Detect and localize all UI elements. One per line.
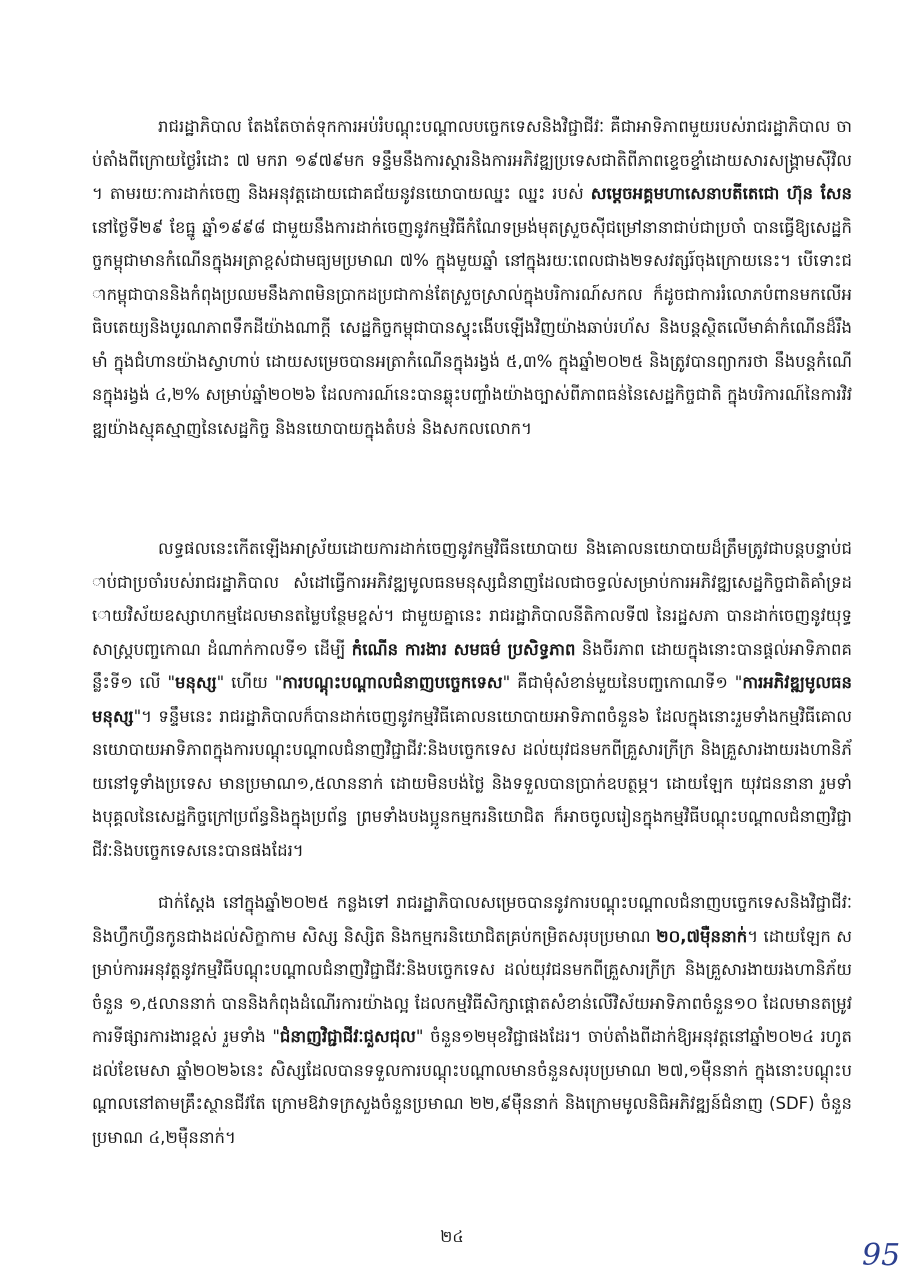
bold-text-run: ជំនាញវិជ្ជាជីវៈជួសជុល	[279, 1027, 416, 1046]
text-run: " ហើយ "	[216, 673, 283, 692]
bold-text-run: កំណើន ការងារ សមធម៌ ប្រសិទ្ធភាព	[351, 639, 576, 659]
text-run: ជាក់ស្តែង នៅក្នុងឆ្នាំ២០២៥ កន្លងទៅ រាជរដ្ឋាភិបាលសម្រេចបាននូវការបណ្តុះបណ្តាលជំនាញបច្ចេកទេសនិងវិជ្ជាជីវៈ និងហ្វឹកហ្វឺនកូនជាងដល់សិក្ខាកាម សិស្ស និស្សិត និងកម្មករនិយោជិតគ្រប់កម្រិតសរុបប្រមាណ	[92, 893, 852, 946]
bold-text-run: មនុស្ស	[175, 673, 217, 692]
handwritten-page-mark: 95	[862, 1238, 901, 1273]
bold-text-run: ការអភិវឌ្ឍមូលធនមនុស្ស	[92, 673, 852, 726]
page-number: ២៤	[440, 1227, 464, 1246]
paragraph	[92, 886, 852, 1154]
text-run: " ចំនួន១២មុខវិជ្ជាផងដែរ។ ចាប់តាំងពីដាក់ឱ្យអនុវត្តនៅឆ្នាំ២០២៤ រហូតដល់ខែមេសា ឆ្នាំ២០២៦នេះ សិស្សដែលបានទទួលការបណ្តុះបណ្តាលមានចំនួនសរុបប្រមាណ ២៧,១ម៉ឺននាក់ ក្នុងនោះបណ្តុះបណ្តាលនៅតាមគ្រឹះស្ថានជីវតែ ក្រោមឱវាទក្រសួងចំនួនប្រមាណ ២២,៩ម៉ឺននាក់ និងក្រោមមូលនិធិអភិវឌ្ឍន៍ជំនាញ (SDF) ចំនួនប្រមាណ ៤,២ម៉ឺននាក់។	[92, 1027, 852, 1147]
paragraph	[92, 110, 852, 445]
text-run: រាជរដ្ឋាភិបាល តែងតែចាត់ទុកការអប់រំបណ្តុះបណ្តាលបច្ចេកទេសនិងវិជ្ជាជីវៈ គឺជាអាទិភាពមួយរបស់រាជរដ្ឋាភិបាល ចាប់តាំងពីក្រោយថ្ងៃរំដោះ ៧ មករា ១៩៧៩មក ទន្ទឹមនឹងការស្តារនិងការអភិវឌ្ឍប្រទេសជាតិពីភាពខ្ទេចខ្ទាំដោយសារសង្គ្រាមស៊ីវិល។ តាមរយៈការដាក់ចេញ និងអនុវត្តដោយជោគជ័យនូវនយោបាយឈ្នះ ឈ្នះ របស់	[92, 117, 852, 203]
text-run: " គឺជាមុំសំខាន់មួយនៃបញ្ចកោណទី១ "	[502, 673, 743, 692]
paragraph	[92, 532, 852, 867]
text-run: និងចីរភាព ដោយក្នុងនោះបានផ្តល់អាទិភាពគន្លឹះទី១ លើ "	[92, 639, 852, 692]
text-run: ។ ដោយឡែក សម្រាប់ការអនុវត្តនូវកម្មវិធីបណ្តុះបណ្តាលជំនាញវិជ្ជាជីវៈនិងបច្ចេកទេស ដល់យុវជនមកពីគ្រួសារក្រីក្រ និងគ្រួសារងាយរងហានិភ័យចំនួន ១,៥លាននាក់ បាននិងកំពុងដំណើរការយ៉ាងល្អ ដែលកម្មវិធីសិក្សាផ្តោតសំខាន់លើវិស័យអាទិភាពចំនួន១០ ដែលមានតម្រូវការទីផ្សារការងារខ្ពស់ រួមទាំង "	[92, 926, 852, 1046]
bold-text-run: ២០,៧ម៉ឺននាក់	[656, 926, 748, 946]
text-run: នៅថ្ងៃទី២៩ ខែធ្នូ ឆ្នាំ១៩៩៨ ជាមួយនឹងការដាក់ចេញនូវកម្មវិធីកំណែទម្រង់មុតស្រួចស៊ីជម្រៅនានាជាប់ជាប្រចាំ បានធ្វើឱ្យសេដ្ឋកិច្ចកម្ពុជាមានកំណើនក្នុងអត្រាខ្ពស់ជាមធ្យមប្រមាណ ៧% ក្នុងមួយឆ្នាំ នៅក្នុងរយៈពេលជាង២ទសវត្សរ៍ចុងក្រោយនេះ។ បើទោះជាកម្ពុជាបាននិងកំពុងប្រឈមនឹងភាពមិនប្រាកដប្រជាកាន់តែស្រួចស្រាល់ក្នុងបរិការណ៍សកល ក៏ដូចជាការរំលោភបំពានមកលើអធិបតេយ្យនិងបូរណភាពទឹកដីយ៉ាងណាក្តី សេដ្ឋកិច្ចកម្ពុជាបានស្ទុះងើបឡើងវិញយ៉ាងឆាប់រហ័ស និងបន្តស្ថិតលើមាគ៌ាកំណើនដ៏រឹងមាំ ក្នុងជំហានយ៉ាងស្វាហាប់ ដោយសម្រេចបានអត្រាកំណើនក្នុងរង្វង់ ៥,៣% ក្នុងឆ្នាំ២០២៥ និងត្រូវបានព្យាករថា នឹងបន្តកំណើនក្នុងរង្វង់ ៤,២% សម្រាប់ឆ្នាំ២០២៦ ដែលការណ៍នេះបានឆ្លុះបញ្ចាំងយ៉ាងច្បាស់ពីភាពធន់នៃសេដ្ឋកិច្ចជាតិ ក្នុងបរិការណ៍នៃការវិវឌ្ឍយ៉ាងស្មុគស្មាញនៃសេដ្ឋកិច្ច និងនយោបាយក្នុងតំបន់ និងសកលលោក។	[92, 217, 852, 438]
bold-text-run: ការបណ្តុះបណ្តាលជំនាញបច្ចេកទេស	[282, 673, 503, 692]
text-run: "។ ទន្ទឹមនេះ រាជរដ្ឋាភិបាលក៏បានដាក់ចេញនូវកម្មវិធីគោលនយោបាយអាទិភាពចំនួន៦ ដែលក្នុងនោះរួមទាំងកម្មវិធីគោលនយោបាយអាទិភាពក្នុងការបណ្តុះបណ្តាលជំនាញវិជ្ជាជីវៈនិងបច្ចេកទេស ដល់យុវជនមកពីគ្រួសារក្រីក្រ និងគ្រួសារងាយរងហានិភ័យនៅទូទាំងប្រទេស មានប្រមាណ១,៥លាននាក់ ដោយមិនបង់ថ្លៃ និងទទួលបានប្រាក់ឧបត្ថម្ភ។ ដោយឡែក យុវជននានា រួមទាំងបុគ្គលនៃសេដ្ឋកិច្ចក្រៅប្រព័ន្ធនិងក្នុងប្រព័ន្ធ ព្រមទាំងបងប្អូនកម្មករនិយោជិត ក៏អាចចូលរៀនក្នុងកម្មវិធីបណ្តុះបណ្តាលជំនាញវិជ្ជាជីវៈនិងបច្ចេកទេសនេះបានផងដែរ។	[92, 706, 852, 860]
bold-text-run: សម្តេចអគ្គមហាសេនាបតីតេជោ ហ៊ុន សែន	[590, 184, 852, 203]
text-run: លទ្ធផលនេះកើតឡើងអាស្រ័យដោយការដាក់ចេញនូវកម្មវិធីនយោបាយ និងគោលនយោបាយដ៏ត្រឹមត្រូវជាបន្តបន្ទាប់ជាប់ជាប្រចាំរបស់រាជរដ្ឋាភិបាល សំដៅធ្វើការអភិវឌ្ឍមូលធនមនុស្សជំនាញដែលជាចទ្ធល់សម្រាប់ការអភិវឌ្ឍសេដ្ឋកិច្ចជាតិគាំទ្រដោយវិស័យឧស្សាហកម្មដែលមានតម្លៃបន្ថែមខ្ពស់។ ជាមួយគ្នានេះ រាជរដ្ឋាភិបាលនីតិកាលទី៧ នៃរដ្ឋសភា បានដាក់ចេញនូវយុទ្ធសាស្ត្របញ្ចកោណ ដំណាក់កាលទី១ ដើម្បី	[92, 539, 852, 659]
